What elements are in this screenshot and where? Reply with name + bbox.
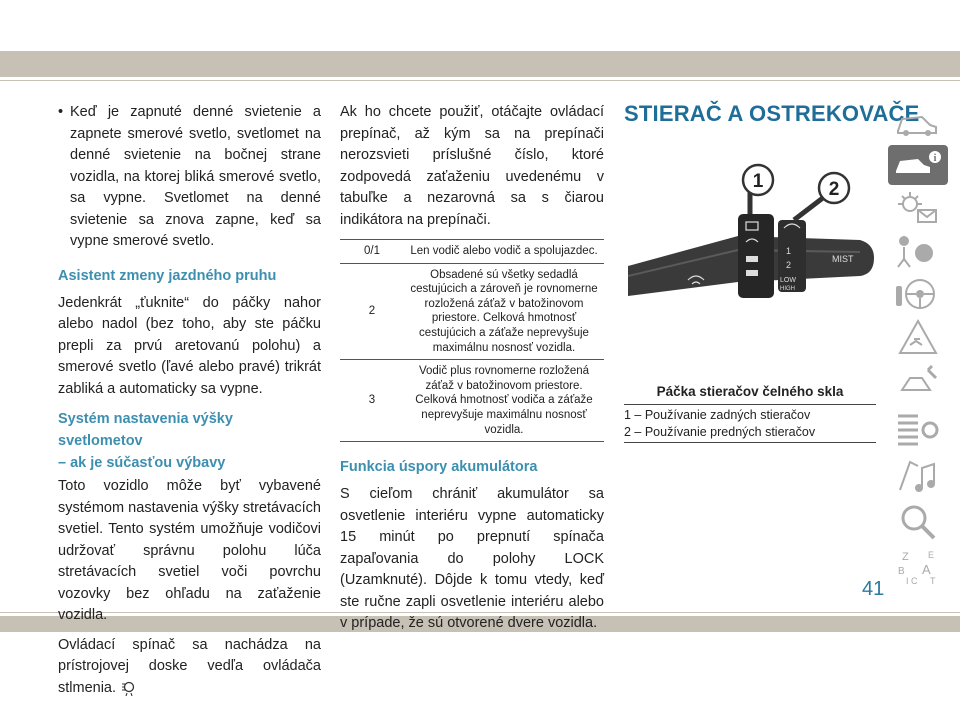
multimedia-icon (900, 462, 918, 490)
middle-column (340, 102, 604, 643)
side-tab-warning-lights[interactable] (888, 188, 948, 228)
side-tab-alphabet-index[interactable] (888, 546, 948, 586)
table-key: 3 (340, 360, 404, 442)
alphabet-index-icon: Z (902, 551, 909, 563)
paragraph-usage: Ak ho chcete použiť, otáčajte ovládací prepínač, až kým sa na prepínači nerozsvieti príslušné číslo, ktoré zodpovedá zaťaženiu uvedenému v tabuľke a nezarovná sa s čiarou indikátora na prepínači. (340, 104, 604, 228)
legend-item-2: 2 – Používanie predných stieračov (624, 425, 816, 439)
airbag-safety-icon (899, 236, 909, 246)
label-low: LOW (780, 277, 796, 284)
bullet-item (58, 102, 321, 253)
legend-rule (624, 442, 876, 443)
side-tab-car-info[interactable] (888, 145, 948, 185)
heading-leveling-line2: – ak je súčasťou výbavy (58, 455, 226, 471)
side-tab-service-maintenance[interactable] (888, 360, 948, 400)
figure-caption: Páčka stieračov čelného skla (656, 384, 844, 399)
car-dashboard-icon (898, 117, 936, 133)
table-row (340, 360, 604, 442)
side-tab-car-dashboard[interactable] (888, 103, 948, 143)
table-row (340, 263, 604, 360)
table-desc: Vodič plus rovnomerne rozložená záťaž v batožinovom priestore. Celková hmotnosť vodiča a záťaže neprevyšuje maximálnu nosnosť vozidla. (404, 360, 604, 442)
load-table (340, 239, 604, 442)
side-tab-emergency[interactable] (888, 317, 948, 357)
table-key: 0/1 (340, 240, 404, 264)
svg-text:B: B (898, 566, 905, 577)
table-desc: Len vodič alebo vodič a spolujazdec. (404, 240, 604, 264)
page-number: 41 (862, 578, 885, 600)
service-maintenance-icon (902, 378, 930, 390)
table-key: 2 (340, 263, 404, 360)
emergency-icon (900, 321, 936, 353)
label-1: 1 (786, 246, 792, 256)
warning-lights-icon (903, 197, 917, 211)
paragraph-leveling: Toto vozidlo môže byť vybavené systémom nastavenia výšky stretávacích svetiel. Tento systém umožňuje vodičovi udržovať správnu polohu lúča stretávacích svetiel voči povrchu vozovky bez ohľadu na zaťaženie vozidla. (58, 478, 321, 623)
callout-1-number: 1 (752, 171, 764, 192)
paragraph-switch-location (58, 635, 321, 700)
legend (624, 404, 876, 443)
bullet-text: Keď je zapnuté denné svietenie a zapnete smerové svetlo, svetlomet na denné svietenie na bočnej strane vozidla, na ktorej bliká smerové svetlo, sa vypne. Svetlomet na denné svietenie sa znova zapne, keď sa vypne smerové svetlo. (70, 104, 321, 249)
label-mist: MIST (832, 254, 854, 264)
heading-lane-change: Asistent zmeny jazdného pruhu (58, 267, 277, 284)
side-tab-index-search[interactable] (888, 502, 948, 542)
heading-leveling (58, 408, 321, 474)
svg-text:I C: I C (906, 576, 918, 586)
paragraph-battery-saver: S cieľom chrániť akumulátor sa osvetlenie interiéru vypne automaticky 15 minút po prepnutí spínača zapaľovania do polohy LOCK (Uzamknuté). Dôjde k tomu vtedy, keď ste ručne zapli osvetlenie interiéru alebo v prípade, že sú otvorené dvere vozidla. (340, 486, 604, 632)
top-rule (0, 80, 960, 81)
heading-leveling-line1: Systém nastavenia výšky svetlometov (58, 411, 233, 449)
label-high: HIGH (780, 286, 795, 292)
svg-text:E: E (928, 550, 935, 560)
heading-battery-saver: Funkcia úspory akumulátora (340, 459, 538, 476)
side-tab-start-driving[interactable] (888, 274, 948, 314)
legend-item-1: 1 – Používanie zadných stieračov (624, 408, 811, 422)
index-search-icon (903, 507, 925, 529)
callout-2-number: 2 (828, 179, 840, 200)
label-2: 2 (786, 260, 792, 270)
side-tab-technical-specs[interactable] (888, 410, 948, 450)
paragraph-lane-change: Jedenkrát „ťuknite“ do páčky nahor alebo nadol (bez toho, aby ste páčku prepli za prvú aretovanú polohu) a smerové svetlo (ľavé alebo pravé) trikrát zabliká a automaticky sa vypne. (58, 294, 321, 397)
top-band (0, 51, 960, 77)
left-column (58, 102, 321, 707)
svg-text:i: i (933, 153, 937, 164)
bullet-dot: • (58, 104, 64, 120)
svg-text:A: A (922, 562, 931, 577)
svg-text:T: T (930, 576, 936, 586)
table-row (340, 240, 604, 264)
wiper-stalk-figure (628, 158, 878, 370)
side-tab-multimedia[interactable] (888, 458, 948, 498)
side-tab-airbag-safety[interactable] (888, 231, 948, 271)
table-desc: Obsadené sú všetky sedadlá cestujúcich a zároveň je rovnomerne rozložená záťaž v batožinovom priestore. Celková hmotnosť cestujúcich a záťaže neprevyšuje maximálnu nosnosť vozidla. (404, 263, 604, 360)
headlamp-leveling-icon (120, 679, 138, 697)
section-title: STIERAČ A OSTREKOVAČE (624, 101, 920, 126)
paragraph-switch-text: Ovládací spínač sa nachádza na prístrojovej doske vedľa ovládača stlmenia. (58, 636, 321, 696)
technical-specs-icon (898, 416, 918, 444)
